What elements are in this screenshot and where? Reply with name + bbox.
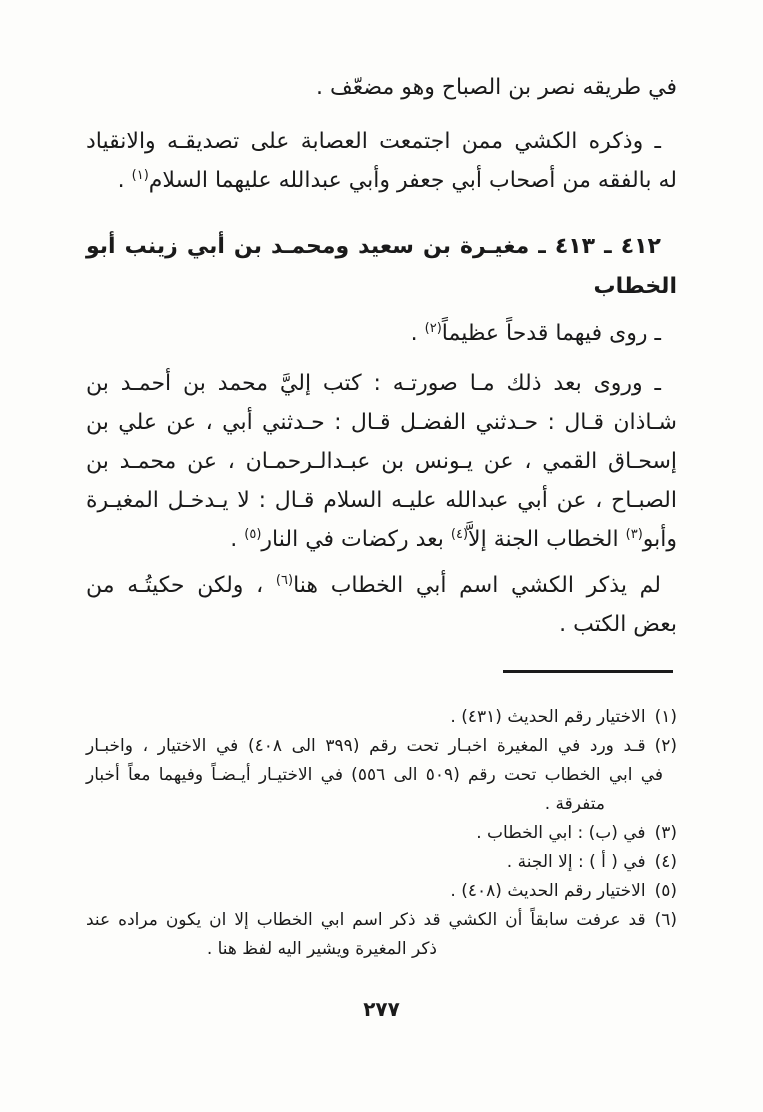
text-run: . [117, 168, 132, 193]
footnote-reference: (٥) [244, 527, 262, 542]
footnote-item [86, 906, 677, 935]
footnote-marker: (٥) [654, 881, 677, 901]
text-run: ـ وروى بعد ذلك مـا صورتـه : كتب إليَّ محمد بن أحمـد بن [86, 371, 661, 396]
footnote-item [86, 877, 677, 906]
text-run: شـاذان قـال : حـدثني الفضـل قـال : حـدثني أبي ، عن علي بن [86, 410, 677, 435]
footnote-reference: (٣) [625, 527, 643, 542]
text-line [86, 267, 677, 307]
footnote-continuation-line [86, 790, 677, 819]
footnote-item [86, 848, 677, 877]
text-line [86, 227, 677, 267]
text-run: ٤١٢ ـ ٤١٣ ـ مغيـرة بن سعيد ومحمـد بن أبي زينب أبو [86, 234, 661, 259]
text-run: بعض الكتب . [559, 612, 677, 637]
text-line [86, 605, 677, 644]
footnote-text: الاختيار رقم الحديث (٤٣١) . [450, 707, 646, 727]
footnote-marker: (٢) [654, 736, 677, 756]
text-run: ـ روى فيهما قدحاً عظيماً [441, 321, 661, 346]
footnote-text: في ( أ ) : إلا الجنة . [506, 852, 646, 872]
footnote-reference: (٤) [450, 527, 469, 542]
text-line [86, 161, 677, 200]
footnote-separator [503, 670, 673, 673]
text-run: ، ولكن حكيتُـه من [86, 573, 276, 598]
text-run: بعد ركضات في النار [261, 527, 451, 552]
footnote-text: في ابي الخطاب تحت رقم (٥٠٩ الى ٥٥٦) في الاختيـار أيـضـاً وفيهما معاً أخبار [86, 765, 663, 785]
paragraph-author-note [86, 566, 677, 644]
footnote-text: الاختيار رقم الحديث (٤٠٨) . [450, 881, 646, 901]
entry-heading-412-413 [86, 227, 677, 307]
text-line [86, 314, 677, 353]
text-run: لم يذكر الكشي اسم أبي الخطاب هنا [293, 573, 661, 598]
text-line [86, 122, 677, 161]
footnote-marker: (٣) [654, 823, 677, 843]
footnote-reference: (١) [131, 168, 149, 183]
paragraph-qadh [86, 314, 677, 353]
footnote-list [86, 703, 677, 964]
footnote-text: في (ب) : ابي الخطاب . [476, 823, 646, 843]
footnote-text: قـد ورد في المغيرة اخبـار تحت رقم (٣٩٩ الى ٤٠٨) في الاختيار ، واخبـار [86, 736, 646, 756]
text-run: ـ وذكره الكشي ممن اجتمعت العصابة على تصديقـه والانقياد [86, 129, 661, 154]
page-number: ٢٧٧ [363, 997, 400, 1021]
paragraph-hadith-chain [86, 364, 677, 559]
footnote-marker: (٦) [654, 910, 677, 930]
text-line [86, 520, 677, 559]
text-run: . [410, 321, 425, 346]
footnote-item [86, 703, 677, 732]
footnote-continuation-line [86, 761, 677, 790]
footnote-text: قد عرفت سابقاً أن الكشي قد ذكر اسم ابي الخطاب إلا ان يكون مراده عند [86, 910, 646, 930]
footnote-item [86, 819, 677, 848]
footnote-continuation-line [86, 935, 677, 964]
paragraph-kashshi-endorsement [86, 122, 677, 200]
text-run: الخطاب [593, 274, 677, 299]
footnote-reference: (٢) [424, 321, 442, 336]
text-run: الخطاب الجنة إلاَّ [468, 527, 626, 552]
text-line [86, 442, 677, 481]
text-run: في طريقه نصر بن الصباح وهو مضعّف . [316, 75, 677, 100]
footnote-item [86, 732, 677, 761]
footnote-marker: (١) [654, 707, 677, 727]
footnote-marker: (٤) [654, 852, 677, 872]
footnote-text: متفرقة . [544, 794, 605, 814]
text-line [86, 566, 677, 605]
footnote-text: ذكر المغيرة ويشير اليه لفظ هنا . [206, 939, 437, 959]
page-content [86, 68, 677, 964]
text-run: الصبـاح ، عن أبي عبدالله عليـه السلام قـال : لا يـدخـل المغيـرة [86, 488, 677, 513]
text-run: . [230, 527, 245, 552]
text-line [86, 403, 677, 442]
paragraph-previous-continuation [86, 68, 677, 107]
text-run: وأبو [642, 527, 677, 552]
text-line [86, 68, 677, 107]
footnote-reference: (٦) [275, 573, 294, 588]
text-run: له بالفقه من أصحاب أبي جعفر وأبي عبدالله عليهما السلام [148, 168, 677, 193]
text-line [86, 481, 677, 520]
main-text [86, 68, 677, 644]
text-run: إسحـاق القمي ، عن يـونس بن عبـدالـرحمـان ، عن محمـد بن [86, 449, 677, 474]
text-line [86, 364, 677, 403]
